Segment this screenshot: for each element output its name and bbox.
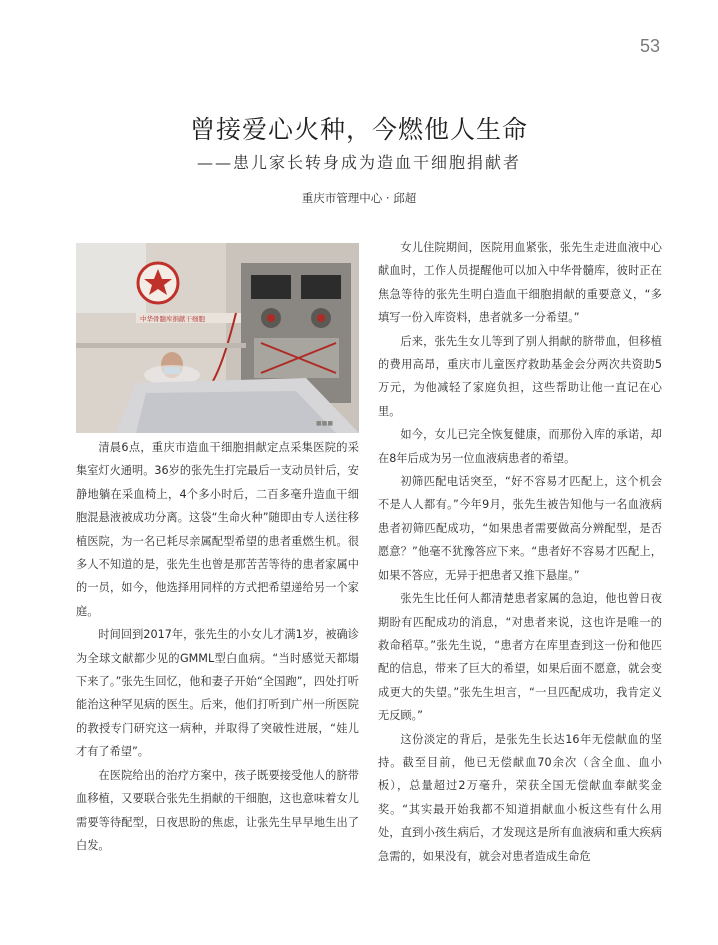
donation-photo	[76, 243, 359, 433]
paragraph: 在医院给出的治疗方案中，孩子既要接受他人的脐带血移植，又要联合张先生捐献的干细胞，这也意味着女儿需要等待配型，日夜思盼的焦虑，让张先生早早地生出了白发。	[76, 768, 359, 852]
paragraph: 张先生比任何人都清楚患者家属的急迫，他也曾日夜期盼有匹配成功的消息，“对患者来说，这也许是唯一的救命稻草。”张先生说，“患者方在库里查到这一份和他匹配的信息，带来了巨大的希望，如果后面不愿意，就会变成更大的失望。”张先生坦言，“一旦匹配成功，我肯定义无反顾。”	[378, 592, 662, 723]
paragraph: 后来，张先生女儿等到了别人捐献的脐带血，但移植的费用高昂，重庆市儿童医疗救助基金会分两次共资助5万元，为他减轻了家庭负担，这些帮助让他一直记在心里。	[378, 334, 662, 418]
paragraph: 时间回到2017年，张先生的小女儿才满1岁，被确诊为全球文献都少见的GMML型白血病。“当时感觉天都塌下来了。”张先生回忆，他和妻子开始“全国跑”，四处打听能治这种罕见病的医生。后来，他们打听到广州一所医院的教授专门研究这一病种，并取得了突破性进展，“娃儿才有了希望”。	[76, 628, 359, 759]
article-subtitle: ——患儿家长转身成为造血干细胞捐献者	[196, 153, 521, 172]
right-column	[378, 236, 662, 868]
paragraph: 女儿住院期间，医院用血紧张，张先生走进血液中心献血时，工作人员提醒他可以加入中华骨髓库，彼时正在焦急等待的张先生明白造血干细胞捐献的重要意义，“多填写一份入库资料，患者就多一分希望。”	[378, 241, 662, 325]
paragraph: 如今，女儿已完全恢复健康，而那份入库的承诺，却在8年后成为另一位血液病患者的希望。	[378, 428, 662, 465]
paragraph: 这份淡定的背后，是张先生长达16年无偿献血的坚持。截至目前，他已无偿献血70余次（含全血、血小板），总量超过2万毫升，荣获全国无偿献血奉献奖金奖。“其实最开始我都不知道捐献血小板这些有什么用处，直到小孩生病后，才发现这是所有血液病和重大疾病急需的，如果没有，就会对患者造成生命危	[378, 732, 662, 863]
paragraph: 清晨6点，重庆市造血干细胞捐献定点采集医院的采集室灯火通明。36岁的张先生打完最后一支动员针后，安静地躺在采血椅上，4个多小时后，二百多毫升造血干细胞混悬液被成功分离。这袋“生命火种”随即由专人送往移植医院，为一名已耗尽亲属配型希望的患者重燃生机。很多人不知道的是，张先生也曾是那苦苦等待的患者家属中的一员，如今，他选择用同样的方式把希望递给另一个家庭。	[76, 441, 359, 618]
page-number: 53	[639, 36, 660, 56]
left-column	[76, 436, 359, 857]
paragraph: 初筛匹配电话突至，“好不容易才匹配上，这个机会不是人人都有。”今年9月，张先生被告知他与一名血液病患者初筛匹配成功，“如果患者需要做高分辨配型，是否愿意？”他毫不犹豫答应下来。“患者好不容易才匹配上，如果不答应，无异于把患者又推下悬崖。”	[378, 475, 662, 582]
photo-illustration	[76, 243, 359, 433]
article-title: 曾接爱心火种，今燃他人生命	[189, 115, 528, 144]
photo-banner-text: 中华骨髓库捐献干细胞	[140, 315, 205, 323]
svg-text:■■■: ■■■	[316, 420, 334, 427]
article-byline: 重庆市管理中心 · 邱超	[301, 191, 417, 205]
